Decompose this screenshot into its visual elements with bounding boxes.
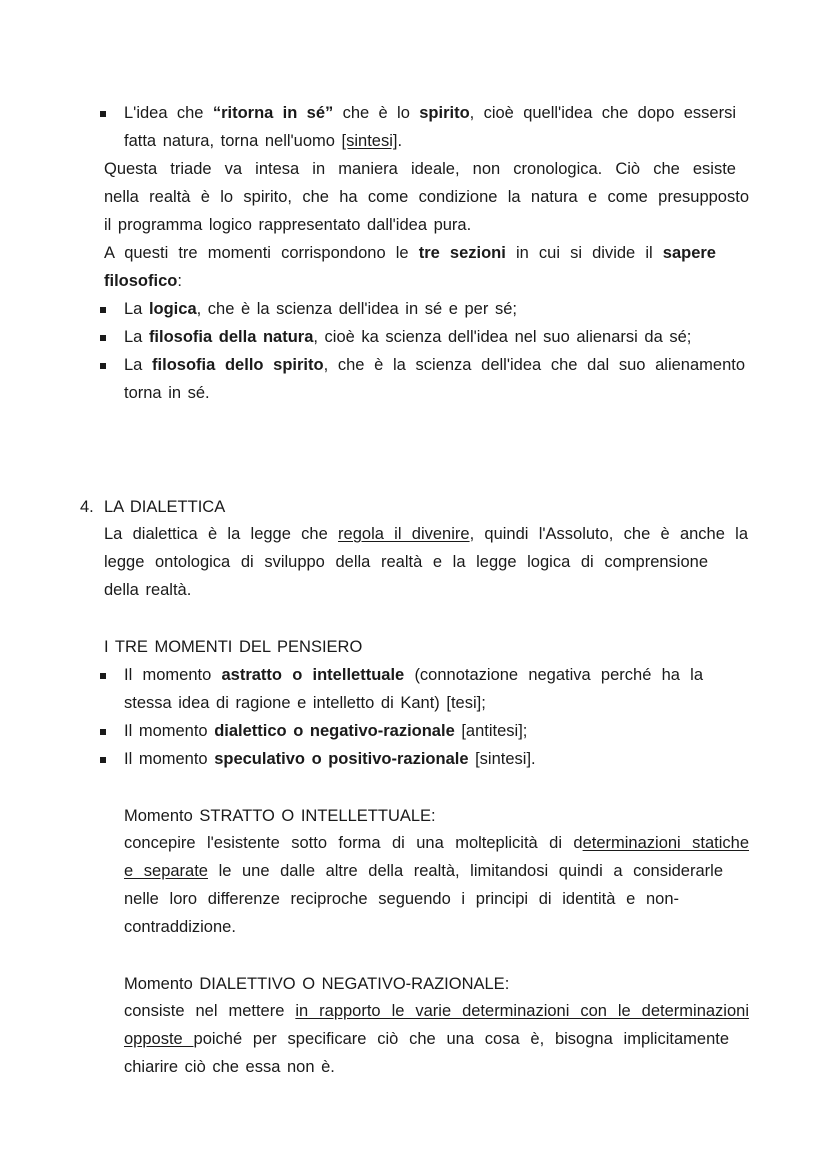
section-item-logica: La logica, che è la scienza dell'idea in sé e per sé; [124, 300, 517, 318]
section-item-spirito-line-2: torna in sé. [124, 384, 210, 402]
section-number: 4. [80, 498, 94, 516]
dialettivo-line-3: chiarire ciò che essa non è. [124, 1058, 335, 1076]
triad-paragraph-line-1: Questa triade va intesa in maniera ideale, non cronologica. Ciò che esiste [104, 160, 736, 178]
bullet-marker [100, 673, 106, 679]
momento-dialettico: Il momento dialettico o negativo-razionale [antitesi]; [124, 722, 528, 740]
dialettica-line-1: La dialettica è la legge che regola il divenire, quindi l'Assoluto, che è anche la [104, 525, 749, 543]
bullet-marker [100, 729, 106, 735]
bullet-marker [100, 335, 106, 341]
triad-paragraph-line-3: il programma logico rappresentato dall'idea pura. [104, 216, 472, 234]
astratto-heading: Momento STRATTO O INTELLETTUALE: [124, 807, 436, 825]
bullet-marker [100, 757, 106, 763]
sections-intro-line-1: A questi tre momenti corrispondono le tre sezioni in cui si divide il sapere [104, 244, 716, 262]
dialettivo-heading: Momento DIALETTIVO O NEGATIVO-RAZIONALE: [124, 975, 510, 993]
bullet-marker [100, 307, 106, 313]
triad-spirito-line-1: L'idea che “ritorna in sé” che è lo spirito, cioè quell'idea che dopo essersi [124, 104, 736, 122]
dialettivo-line-1: consiste nel mettere in rapporto le varie determinazioni con le determinazioni [124, 1002, 749, 1020]
momento-speculativo: Il momento speculativo o positivo-razionale [sintesi]. [124, 750, 536, 768]
astratto-line-3: nelle loro differenze reciproche seguendo i principi di identità e non- [124, 890, 679, 908]
section-item-spirito-line-1: La filosofia dello spirito, che è la scienza dell'idea che dal suo alienamento [124, 356, 746, 374]
triad-spirito-line-2: fatta natura, torna nell'uomo [sintesi]. [124, 132, 403, 150]
momenti-heading: I TRE MOMENTI DEL PENSIERO [104, 638, 363, 656]
triad-paragraph-line-2: nella realtà è lo spirito, che ha come condizione la natura e come presupposto [104, 188, 749, 206]
astratto-line-1: concepire l'esistente sotto forma di una molteplicità di determinazioni statiche [124, 834, 750, 852]
sections-intro-line-2: filosofico: [104, 272, 182, 290]
momento-astratto-line-2: stessa idea di ragione e intelletto di Kant) [tesi]; [124, 694, 486, 712]
momento-astratto-line-1: Il momento astratto o intellettuale (connotazione negativa perché ha la [124, 666, 704, 684]
astratto-line-4: contraddizione. [124, 918, 236, 936]
astratto-line-2: e separate le une dalle altre della realtà, limitandosi quindi a considerarle [124, 862, 723, 880]
section-heading-dialettica: LA DIALETTICA [104, 498, 226, 516]
bullet-marker [100, 363, 106, 369]
bullet-marker [100, 111, 106, 117]
dialettica-line-3: della realtà. [104, 581, 192, 599]
section-item-natura: La filosofia della natura, cioè ka scienza dell'idea nel suo alienarsi da sé; [124, 328, 692, 346]
dialettica-line-2: legge ontologica di sviluppo della realtà e la legge logica di comprensione [104, 553, 708, 571]
dialettivo-line-2: opposte poiché per specificare ciò che una cosa è, bisogna implicitamente [124, 1030, 729, 1048]
